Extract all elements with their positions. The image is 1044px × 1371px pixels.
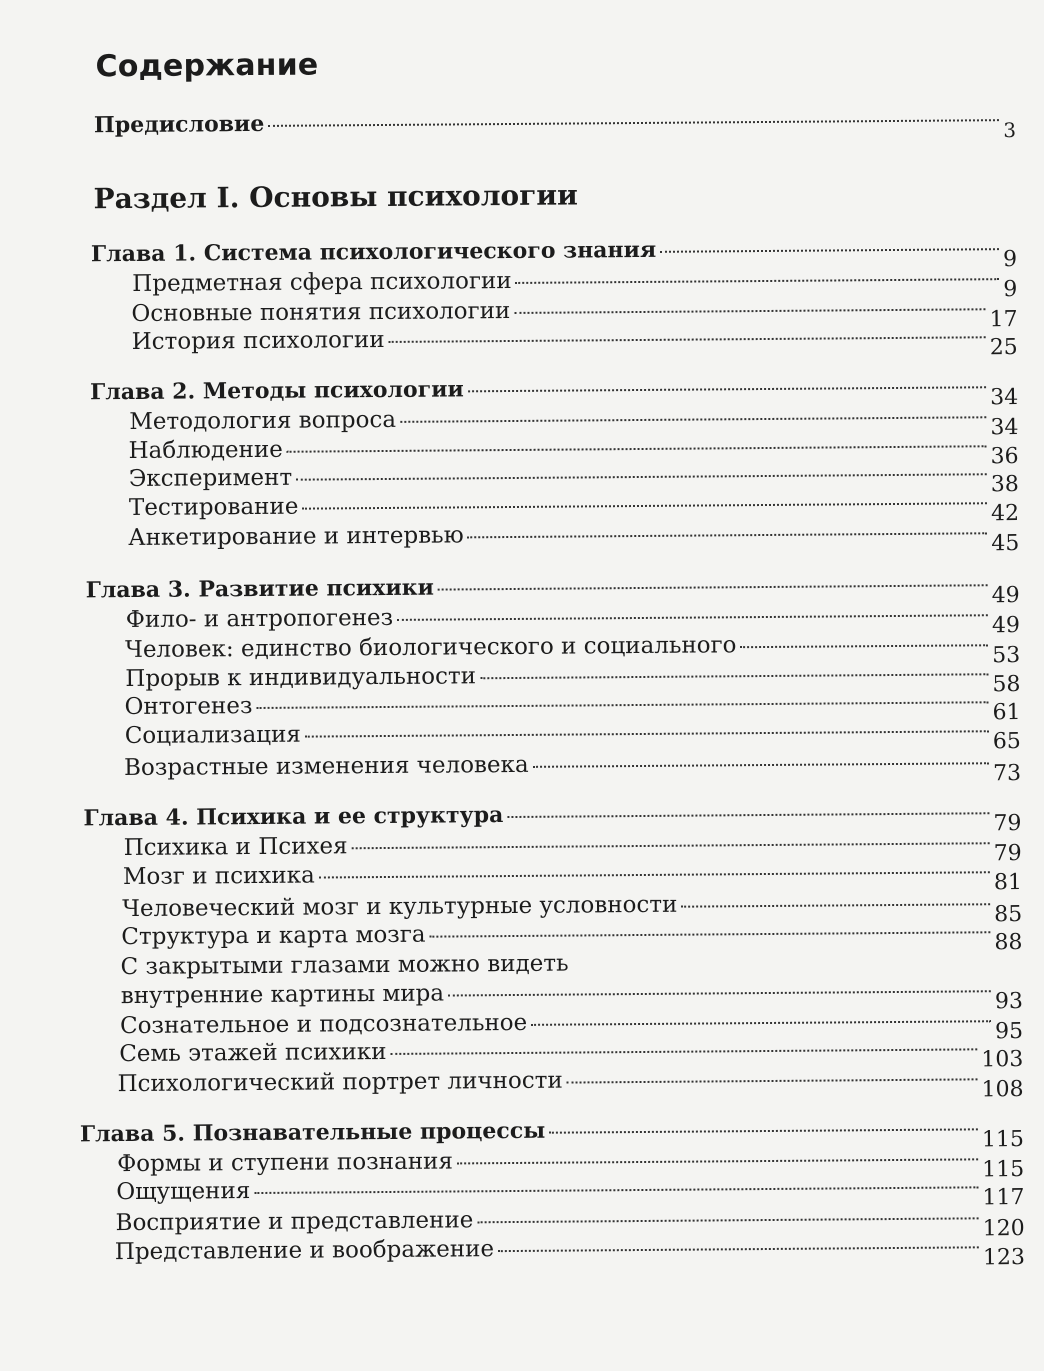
chapter-label: Глава 2. Методы психологии bbox=[89, 376, 464, 406]
leader-dots bbox=[660, 248, 999, 253]
leader-dots bbox=[397, 614, 988, 621]
leader-dots bbox=[254, 1186, 978, 1194]
toc-entry bbox=[128, 488, 1020, 527]
entry-page: 53 bbox=[992, 643, 1021, 669]
entry-label: внутренние картины мира bbox=[120, 980, 445, 1010]
chapter-row bbox=[89, 372, 1019, 411]
entry-label: Ощущения bbox=[116, 1178, 251, 1206]
entry-label: Тестирование bbox=[128, 493, 299, 522]
toc-entry bbox=[125, 600, 1021, 639]
toc-entry bbox=[116, 1172, 1025, 1211]
toc-entry bbox=[123, 748, 1022, 787]
entry-label: Человеческий мозг и культурные условности bbox=[122, 891, 678, 923]
leader-dots bbox=[567, 1078, 978, 1083]
toc-entry bbox=[128, 518, 1020, 557]
entry-label: Онтогенез bbox=[124, 693, 253, 721]
toc-entry bbox=[115, 1203, 1025, 1242]
leader-dots bbox=[498, 1246, 979, 1252]
toc-title: Содержание bbox=[95, 47, 319, 85]
entry-label: Основные понятия психологии bbox=[131, 298, 511, 327]
leader-dots bbox=[389, 336, 986, 343]
entry-label: Предметная сфера психологии bbox=[132, 267, 512, 297]
toc-entry bbox=[117, 1064, 1024, 1103]
chapter-label: Глава 3. Развитие психики bbox=[85, 574, 435, 604]
leader-dots bbox=[549, 1128, 978, 1133]
toc-entry bbox=[128, 459, 1019, 498]
chapter-label: Глава 1. Система психологического знания bbox=[90, 236, 657, 268]
chapter-page: 34 bbox=[990, 385, 1019, 411]
entry-page: 17 bbox=[989, 307, 1018, 333]
leader-dots bbox=[507, 812, 989, 818]
entry-page: 61 bbox=[992, 700, 1021, 726]
toc-entry bbox=[125, 630, 1021, 669]
entry-label: Возрастные изменения человека bbox=[123, 751, 529, 782]
entry-label: Анкетирование и интервью bbox=[128, 522, 464, 552]
chapter-label: Глава 5. Познавательные процессы bbox=[79, 1117, 546, 1148]
chapter-page: 49 bbox=[991, 583, 1020, 609]
leader-dots bbox=[531, 1020, 991, 1026]
entry-page: 81 bbox=[993, 870, 1023, 896]
toc-entry bbox=[131, 294, 1018, 333]
entry-label: Структура и карта мозга bbox=[121, 921, 426, 951]
entry-label-continued: С закрытыми глазами можно видеть bbox=[120, 950, 569, 981]
entry-page: 36 bbox=[990, 444, 1019, 470]
entry-page: 120 bbox=[982, 1215, 1025, 1242]
entry-page: 85 bbox=[994, 902, 1023, 928]
chapter-page: 79 bbox=[993, 811, 1022, 837]
entry-label: Человек: единство биологического и социального bbox=[125, 632, 737, 664]
entry-page: 45 bbox=[991, 531, 1020, 557]
entry-page: 95 bbox=[995, 1018, 1024, 1045]
toc-preface-row bbox=[93, 105, 1017, 143]
chapter-label: Глава 4. Психика и ее структура bbox=[83, 802, 504, 832]
entry-page: 65 bbox=[992, 729, 1021, 755]
toc-entry bbox=[129, 402, 1019, 441]
entry-label: Социализация bbox=[124, 721, 301, 750]
leader-dots bbox=[319, 871, 990, 878]
leader-dots bbox=[468, 532, 988, 538]
entry-label: Наблюдение bbox=[128, 436, 283, 465]
chapter-page: 9 bbox=[1002, 247, 1018, 273]
leader-dots bbox=[296, 473, 987, 480]
entry-label: Семь этажей психики bbox=[119, 1038, 387, 1068]
entry-page: 49 bbox=[991, 613, 1021, 639]
leader-dots bbox=[302, 502, 987, 509]
entry-page: 58 bbox=[992, 672, 1021, 698]
entry-page: 117 bbox=[982, 1184, 1025, 1211]
entry-page: 79 bbox=[993, 841, 1022, 867]
leader-dots bbox=[514, 308, 985, 314]
leader-dots bbox=[681, 903, 990, 907]
toc-entry bbox=[132, 264, 1018, 303]
toc-entry bbox=[124, 687, 1021, 726]
leader-dots bbox=[430, 931, 991, 937]
leader-dots bbox=[477, 1217, 978, 1223]
toc-entry bbox=[123, 828, 1022, 867]
leader-dots bbox=[287, 445, 987, 452]
entry-page: 38 bbox=[990, 472, 1019, 498]
leader-dots bbox=[740, 644, 988, 648]
entry-label: Сознательное и подсознательное bbox=[119, 1009, 528, 1040]
toc-entry bbox=[122, 857, 1023, 896]
chapter-row bbox=[90, 234, 1018, 273]
entry-label: Фило- и антропогенез bbox=[125, 604, 394, 634]
toc-entry bbox=[114, 1232, 1026, 1271]
chapter-page: 115 bbox=[981, 1126, 1025, 1153]
leader-dots bbox=[391, 1048, 978, 1055]
entry-page: 123 bbox=[982, 1244, 1026, 1271]
chapter-row bbox=[83, 798, 1022, 837]
entry-page: 115 bbox=[982, 1156, 1025, 1183]
entry-page: 88 bbox=[994, 929, 1023, 956]
entry-page: 34 bbox=[990, 415, 1019, 441]
leader-dots bbox=[516, 278, 1000, 284]
leader-dots bbox=[438, 584, 988, 590]
leader-dots bbox=[352, 842, 990, 849]
leader-dots bbox=[256, 701, 988, 709]
entry-label: Эксперимент bbox=[128, 464, 293, 493]
entry-label: Прорыв к индивидуальности bbox=[125, 663, 477, 693]
toc-entry bbox=[124, 716, 1021, 755]
entry-label: Психологический портрет личности bbox=[117, 1067, 563, 1098]
entry-label: Представление и воображение bbox=[114, 1236, 495, 1266]
toc-entry bbox=[131, 322, 1018, 361]
toc-entry bbox=[120, 976, 1023, 1015]
toc-entry bbox=[119, 1034, 1024, 1073]
leader-dots bbox=[448, 990, 991, 996]
toc-preface-page: 3 bbox=[1003, 118, 1017, 143]
entry-label: Мозг и психика bbox=[122, 862, 315, 891]
section-title: Раздел I. Основы психологии bbox=[93, 178, 578, 216]
entry-label: История психологии bbox=[131, 326, 385, 355]
chapter-row bbox=[79, 1114, 1025, 1153]
entry-page: 108 bbox=[981, 1076, 1024, 1103]
leader-dots bbox=[400, 416, 986, 423]
entry-label: Формы и ступени познания bbox=[117, 1148, 454, 1178]
leader-dots bbox=[305, 730, 989, 737]
entry-page: 25 bbox=[989, 335, 1018, 361]
entry-label: Восприятие и представление bbox=[115, 1207, 474, 1237]
toc-entry bbox=[121, 917, 1023, 956]
leader-dots bbox=[480, 673, 988, 679]
entry-label: Методология вопроса bbox=[129, 406, 397, 435]
toc-preface-label: Предисловие bbox=[93, 110, 265, 139]
chapter-row bbox=[85, 570, 1020, 609]
entry-label: Психика и Психея bbox=[123, 833, 348, 862]
leader-dots bbox=[533, 762, 989, 768]
leader-dots bbox=[268, 119, 999, 127]
leader-dots bbox=[457, 1158, 978, 1164]
entry-page: 42 bbox=[990, 501, 1020, 527]
entry-page: 93 bbox=[994, 988, 1023, 1015]
entry-page: 9 bbox=[1003, 277, 1018, 303]
toc-entry bbox=[128, 431, 1019, 470]
leader-dots bbox=[468, 386, 986, 392]
entry-page: 73 bbox=[993, 761, 1022, 787]
entry-page: 103 bbox=[981, 1046, 1024, 1073]
